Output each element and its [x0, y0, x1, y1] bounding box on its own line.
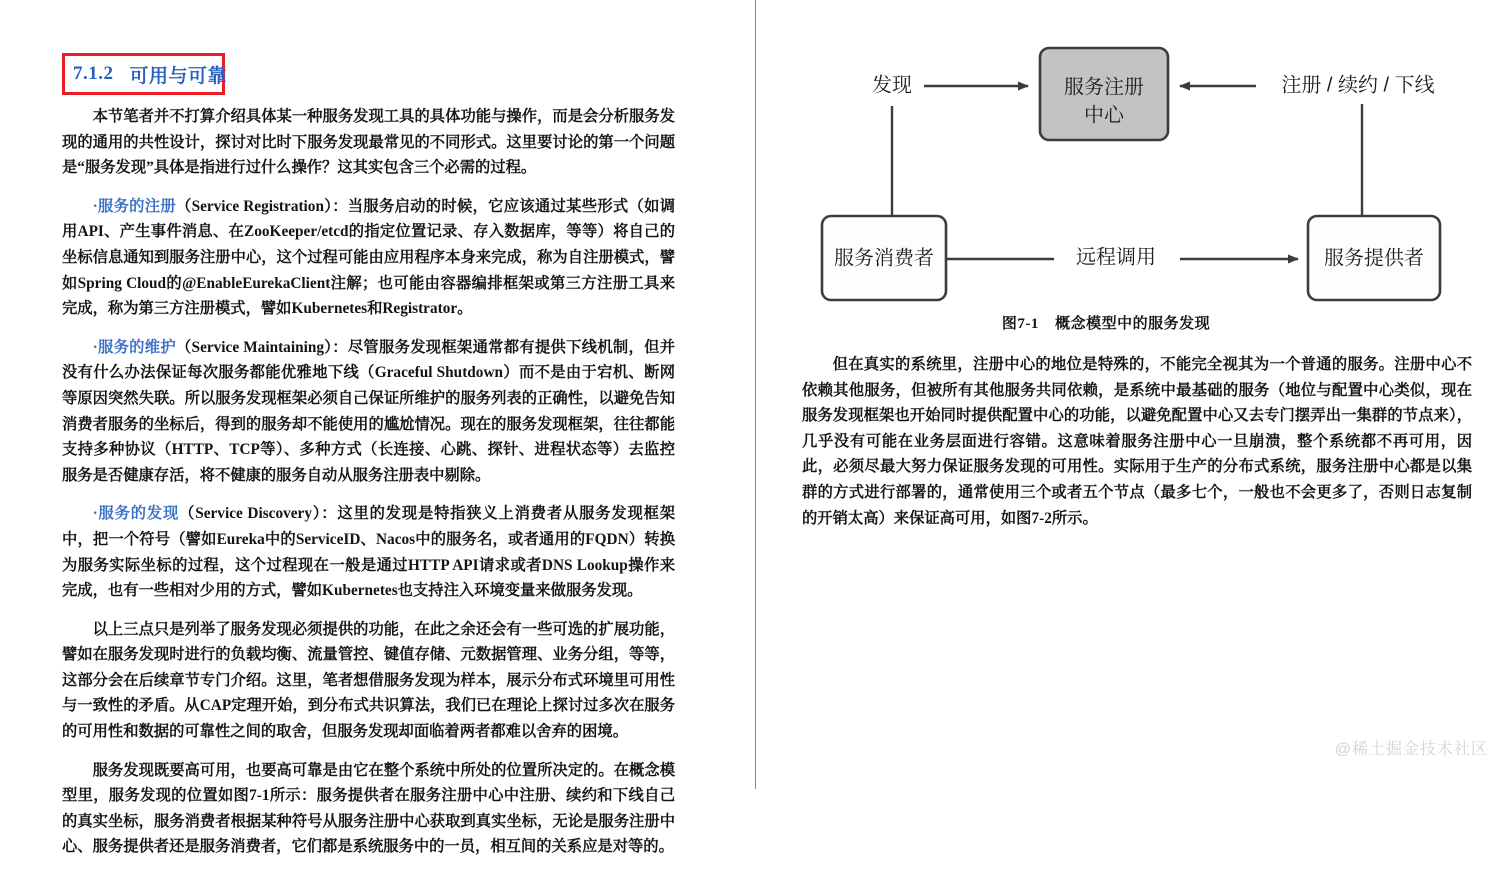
- paragraph-intro: [62, 104, 675, 181]
- paragraph-text: （Service Discovery）：这里的发现是特指狭义上消费者从服务发现框架中，把一个符号（譬如Eureka中的ServiceID、Nacos中的服务名，或者通用的FQDN）转换为服务实际坐标的过程，这个过程现在一般是通过HTTP API请求或者DNS Lookup操作来完成，也有一些相对少用的方式，譬如Kubernetes也支持注入环境变量来做服务发现。: [62, 505, 675, 600]
- section-heading-highlight-box: [62, 53, 228, 95]
- bullet-lead-service-discovery: ·服务的发现: [92, 505, 180, 523]
- node-consumer-label: 服务消费者: [834, 247, 934, 270]
- paragraph-text: 服务发现既要高可用，也要高可靠是由它在整个系统中所处的位置所决定的。在概念模型里，服务发现的位置如图7-1所示：服务提供者在服务注册中心中注册、续约和下线自己的真实坐标，服务消费者根据某种符号从服务注册中心获取到真实坐标，无论是服务注册中心、服务提供者还是服务消费者，它们都是系统服务中的一员，相互间的关系应是对等的。: [62, 761, 675, 856]
- figure-caption-text: 概念模型中的服务发现: [1055, 316, 1211, 332]
- left-page-body: [62, 104, 675, 873]
- figure-service-discovery-model: [816, 20, 1456, 310]
- paragraph-service-discovery: [62, 501, 675, 603]
- right-page-body: [802, 352, 1472, 544]
- node-registry-label-line1: 服务注册: [1064, 76, 1144, 99]
- edge-label-register-renew-offline: 注册 / 续约 / 下线: [1281, 74, 1435, 97]
- bullet-lead-service-registration: ·服务的注册: [92, 197, 176, 215]
- node-registry-label-line2: 中心: [1084, 104, 1124, 127]
- section-heading-number: 7.1.2: [73, 63, 114, 84]
- paragraph-service-maintaining: [62, 335, 675, 489]
- edge-label-remote-call: 远程调用: [1076, 246, 1156, 269]
- figure-caption-number: 图7-1: [1001, 316, 1039, 332]
- paragraph-optional-features: [62, 617, 675, 745]
- paragraph-text: 但在真实的系统里，注册中心的地位是特殊的，不能完全视其为一个普通的服务。注册中心不依赖其他服务，但被所有其他服务共同依赖，是系统中最基础的服务（地位与配置中心类似，现在服务发现框架也开始同时提供配置中心的功能，以避免配置中心又去专门摆弄出一集群的节点来），几乎没有可能在业务层面进行容错。这意味着服务注册中心一旦崩溃，整个系统都不再可用，因此，必须尽最大努力保证服务发现的可用性。实际用于生产的分布式系统，服务注册中心都是以集群的方式进行部署的，通常使用三个或者五个节点（最多七个，一般也不会更多了，否则日志复制的开销太高）来保证高可用，如图7-2所示。: [802, 356, 1472, 527]
- edge-label-discover: 发现: [872, 74, 912, 97]
- section-heading-title: 可用与可靠: [129, 65, 228, 87]
- right-page: [756, 0, 1512, 789]
- node-provider-label: 服务提供者: [1324, 247, 1424, 270]
- paragraph-text: 以上三点只是列举了服务发现必须提供的功能，在此之余还会有一些可选的扩展功能，譬如在服务发现时进行的负载均衡、流量管控、键值存储、元数据管理、业务分组，等等，这部分会在后续章节专门介绍。这里，笔者想借服务发现为样本，展示分布式环境里可用性与一致性的矛盾。从CAP定理开始，到分布式共识算法，我们已在理论上探讨过多次在服务的可用性和数据的可靠性之间的取舍，但服务发现却面临着两者都难以舍弃的困境。: [62, 620, 675, 741]
- paragraph-text: （Service Maintaining）：尽管服务发现框架通常都有提供下线机制，但并没有什么办法保证每次服务都能优雅地下线（Graceful Shutdown）而不是由于宕机、断网等原因突然失联。所以服务发现框架必须自己保证所维护的服务列表的正确性，以避免告知消费者服务的坐标后，得到的服务却不能使用的尴尬情况。现在的服务发现框架，往往都能支持多种协议（HTTP、TCP等）、多种方式（长连接、心跳、探针、进程状态等）去监控服务是否健康存活，将不健康的服务自动从服务注册表中剔除。: [62, 338, 675, 484]
- section-heading: [65, 56, 228, 92]
- figure-caption: [756, 312, 1456, 333]
- left-page: [0, 0, 755, 856]
- paragraph-conceptual-model: [62, 758, 675, 860]
- bullet-lead-service-maintaining: ·服务的维护: [92, 338, 176, 356]
- paragraph-service-registration: [62, 194, 675, 322]
- watermark: @稀土掘金技术社区: [1334, 741, 1488, 758]
- paragraph-text: 本节笔者并不打算介绍具体某一种服务发现工具的具体功能与操作，而是会分析服务发现的通用的共性设计，探讨对比时下服务发现最常见的不同形式。这里要讨论的第一个问题是“服务发现”具体是指进行过什么操作？这其实包含三个必需的过程。: [62, 108, 675, 177]
- paragraph-registry-special: [802, 352, 1472, 531]
- paragraph-text: （Service Registration）：当服务启动的时候，它应该通过某些形式（如调用API、产生事件消息、在ZooKeeper/etcd的指定位置记录、存入数据库，等等）将自己的坐标信息通知到服务注册中心，这个过程可能由应用程序本身来完成，称为自注册模式，譬如Spring Cloud的@EnableEurekaClient注解；也可能由容器编排框架或第三方注册工具来完成，称为第三方注册模式，譬如Kubernetes和Registrator。: [62, 197, 675, 318]
